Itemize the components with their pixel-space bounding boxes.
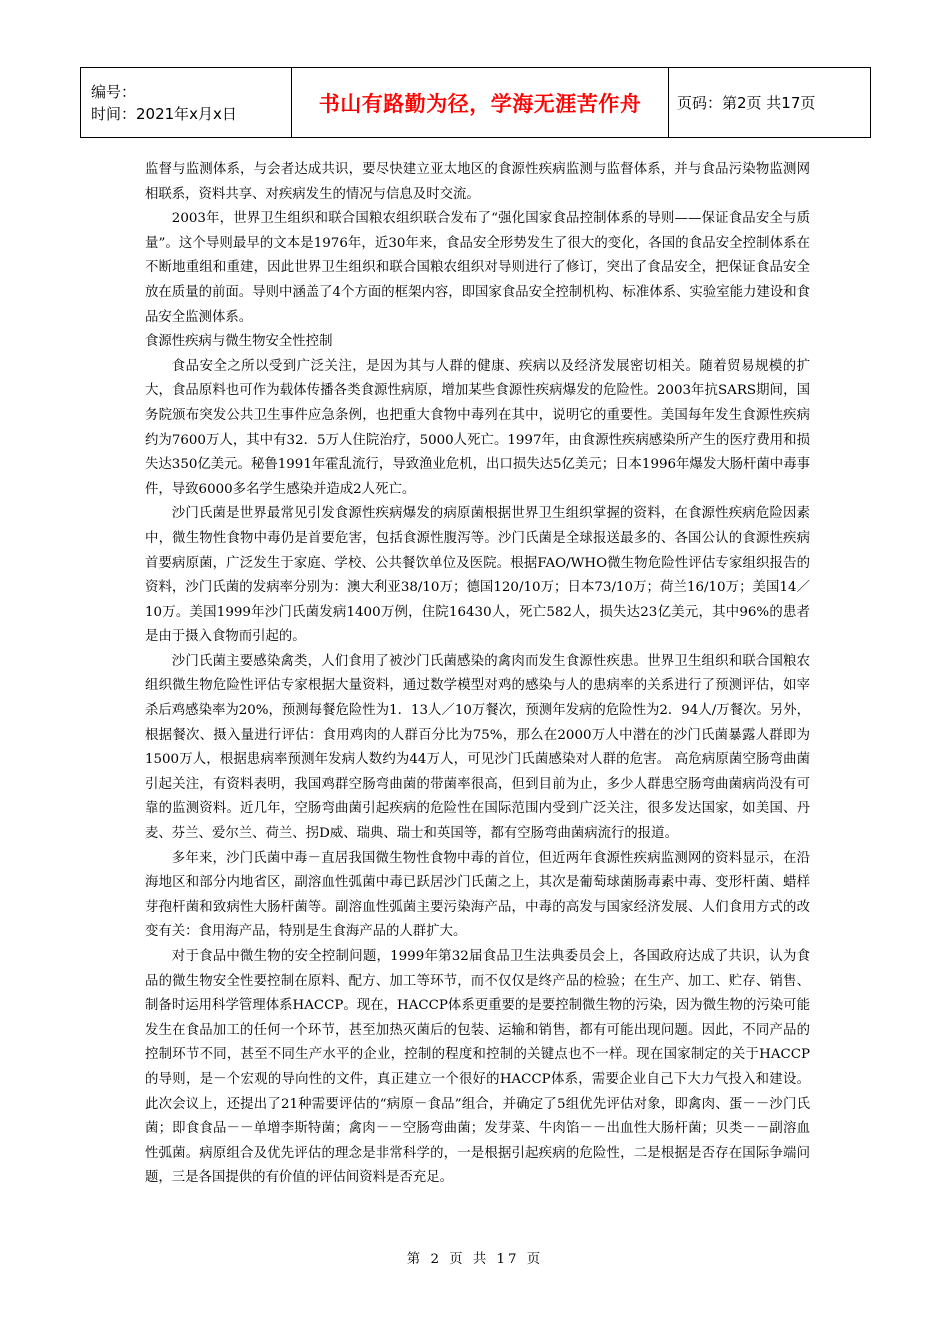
paragraph-continuation: 监督与监测体系，与会者达成共识，要尽快建立亚太地区的食源性疾病监测与监督体系，并与食品污染物监测网相联系，资料共享、对疾病发生的情况与信息及时交流。 xyxy=(145,162,810,202)
page-footer: 第 2 页 共 17 页 xyxy=(406,1252,544,1267)
paragraph: 多年来，沙门氏菌中毒－直居我国微生物性食物中毒的首位，但近两年食源性疾病监测网的资料显示，在沿海地区和部分内地省区，副溶血性弧菌中毒已跃居沙门氏菌之上，其次是葡萄球菌肠毒素中毒、变形杆菌、蜡样芽孢杆菌和致病性大肠杆菌等。副溶血性弧菌主要污染海产品，中毒的高发与国家经济发展、人们食用方式的改变有关：食用海产品，特别是生食海产品的人群扩大。 xyxy=(145,850,810,940)
document-header xyxy=(80,67,871,138)
header-motto: 书山有路勤为径，学海无涯苦作舟 xyxy=(292,68,669,138)
header-meta-cell xyxy=(81,68,292,138)
document-date-label: 时间：2021年x月x日 xyxy=(91,104,237,123)
section-heading: 食源性疾病与微生物安全性控制 xyxy=(145,334,333,350)
document-body xyxy=(145,158,810,1191)
header-page-label: 页码：第2页 共17页 xyxy=(669,68,871,138)
paragraph: 2003年，世界卫生组织和联合国粮农组织联合发布了“强化国家食品控制体系的导则——保证食品安全与质量”。这个导则最早的文本是1976年，近30年来，食品安全形势发生了很大的变化，各国的食品安全控制体系在不断地重组和重建，因此世界卫生组织和联合国粮农组织对导则进行了修订，突出了食品安全，把保证食品安全放在质量的前面。导则中涵盖了4个方面的框架内容，即国家食品安全控制机构、标准体系、实验室能力建设和食品安全监测体系。 xyxy=(145,211,810,325)
paragraph: 沙门氏菌主要感染禽类，人们食用了被沙门氏菌感染的禽肉而发生食源性疾患。世界卫生组织和联合国粮农组织微生物危险性评估专家根据大量资料，通过数学模型对鸡的感染与人的患病率的关系进行了预测评估，如宰杀后鸡感染率为20%，预测每餐危险性为1．13人／10万餐次，预测年发病的危险性为2．94人/万餐次。另外，根据餐次、摄入量进行评估：食用鸡肉的人群百分比为75%，那么在2000万人中潜在的沙门氏菌暴露人群即为1500万人，根据患病率预测年发病人数约为44万人，可见沙门氏菌感染对人群的危害。 高危病原菌空肠弯曲菌引起关注，有资料表明，我国鸡群空肠弯曲菌的带菌率很高，但到目前为止，多少人群患空肠弯曲菌病尚没有可靠的监测资料。近几年，空肠弯曲菌引起疾病的危险性在国际范围内受到广泛关注，很多发达国家，如美国、丹麦、芬兰、爱尔兰、荷兰、拐D威、瑞典、瑞士和英国等，都有空肠弯曲菌病流行的报道。 xyxy=(145,653,810,842)
document-number-label: 编号： xyxy=(91,82,137,101)
paragraph: 沙门氏菌是世界最常见引发食源性疾病爆发的病原菌根据世界卫生组织掌握的资料，在食源性疾病危险因素中，微生物性食物中毒仍是首要危害，包括食源性腹泻等。沙门氏菌是全球报送最多的、各国公认的食源性疾病首要病原菌，广泛发生于家庭、学校、公共餐饮单位及医院。根据FAO/WHO微生物危险性评估专家组织报告的资料，沙门氏菌的发病率分别为：澳大利亚38/10万；德国120/10万；日本73/10万；荷兰16/10万；美国14／10万。美国1999年沙门氏菌发病1400万例，住院16430人，死亡582人，损失达23亿美元，其中96%的患者是由于摄入食物而引起的。 xyxy=(145,506,810,645)
paragraph: 食品安全之所以受到广泛关注，是因为其与人群的健康、疾病以及经济发展密切相关。随着贸易规模的扩大，食品原料也可作为载体传播各类食源性病原，增加某些食源性疾病爆发的危险性。2003年抗SARS期间，国务院颁布突发公共卫生事件应急条例，也把重大食物中毒列在其中，说明它的重要性。美国每年发生食源性疾病约为7600万人，其中有32．5万人住院治疗，5000人死亡。1997年，由食源性疾病感染所产生的医疗费用和损失达350亿美元。秘鲁1991年霍乱流行，导致渔业危机，出口损失达5亿美元；日本1996年爆发大肠杆菌中毒事件，导致6000多名学生感染并造成2人死亡。 xyxy=(145,358,810,497)
paragraph: 对于食品中微生物的安全控制问题，1999年第32届食品卫生法典委员会上，各国政府达成了共识，认为食品的微生物安全性要控制在原料、配方、加工等环节，而不仅仅是终产品的检验；在生产、加工、贮存、销售、制备时运用科学管理体系HACCP。现在，HACCP体系更重要的是要控制微生物的污染，因为微生物的污染可能发生在食品加工的任何一个环节，甚至加热灭菌后的包装、运输和销售，都有可能出现问题。因此，不同产品的控制环节不同，甚至不同生产水平的企业，控制的程度和控制的关键点也不一样。现在国家制定的关于HACCP的导则，是－个宏观的导向性的文件，真正建立一个很好的HACCP体系，需要企业自己下大力气投入和建设。此次会议上，还提出了21种需要评估的“病原－食品”组合，并确定了5组优先评估对象，即禽肉、蛋－－沙门氏菌；即食食品－－单增李斯特菌；禽肉－－空肠弯曲菌；发芽菜、牛肉馅－－出血性大肠杆菌；贝类－－副溶血性弧菌。病原组合及优先评估的理念是非常科学的，一是根据引起疾病的危险性，二是根据是否存在国际争端问题，三是各国提供的有价值的评估间资料是否充足。 xyxy=(145,949,810,1186)
